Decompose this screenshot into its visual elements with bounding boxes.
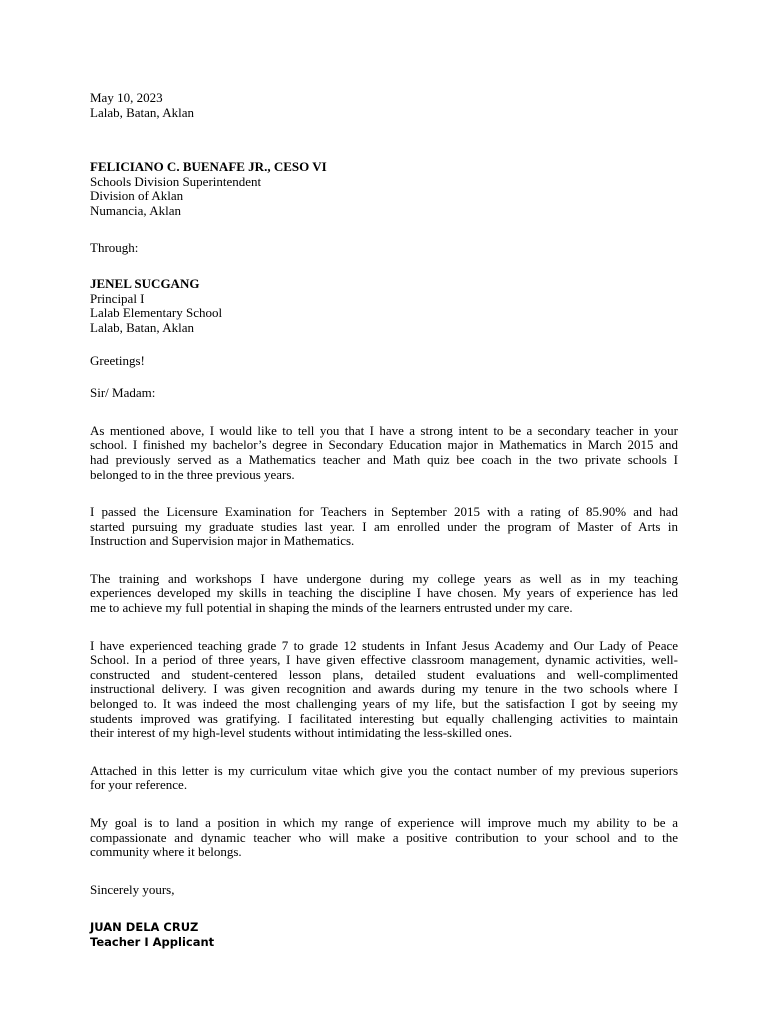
paragraph-line: I passed the Licensure Examination for Teachers in September 2015 with a rating of 85.90% and had: [90, 504, 678, 520]
paragraph-line: experiences developed my skills in teaching the discipline I have chosen. My years of experience has led: [90, 585, 678, 601]
through-title: Principal I: [90, 290, 145, 306]
body-paragraph-3: [90, 572, 678, 616]
paragraph-line: community where it belongs.: [90, 844, 242, 860]
paragraph-line: Instruction and Supervision major in Mathematics.: [90, 533, 355, 549]
paragraph-line: their interest of my high-level students without intimidating the less-skilled ones.: [90, 725, 513, 741]
recipient-block: [90, 160, 678, 218]
through-name: JENEL SUCGANG: [90, 276, 200, 292]
paragraph-line: I have experienced teaching grade 7 to grade 12 students in Infant Jesus Academy and Our Lady of Peace: [90, 637, 678, 653]
paragraph-line: compassionate and dynamic teacher who will make a positive contribution to your school and to the: [90, 829, 678, 845]
paragraph-line: My goal is to land a position in which my range of experience will improve much my ability to be a: [90, 815, 678, 830]
recipient-office: Division of Aklan: [90, 188, 184, 204]
signature-name: JUAN DELA CRUZ: [90, 920, 199, 935]
body-paragraph-6: [90, 816, 678, 860]
body-paragraph-4: [90, 639, 678, 741]
through-address: Lalab, Batan, Aklan: [90, 319, 194, 335]
paragraph-line: The training and workshops I have undergone during my college years as well as in my teaching: [90, 570, 678, 586]
closing: Sincerely yours,: [90, 881, 175, 897]
paragraph-line: me to achieve my full potential in shaping the minds of the learners entrusted under my care.: [90, 600, 573, 616]
through-office: Lalab Elementary School: [90, 305, 223, 321]
paragraph-line: School. In a period of three years, I have given effective classroom management, dynamic activities, well-: [90, 652, 678, 668]
recipient-name: FELICIANO C. BUENAFE JR., CESO VI: [90, 159, 327, 175]
greeting: Greetings!: [90, 352, 145, 368]
paragraph-line: As mentioned above, I would like to tell you that I have a strong intent to be a secondary teacher in your: [90, 422, 678, 438]
paragraph-line: belonged to. It was indeed the most challenging years of my life, but the satisfaction I got by seeing my: [90, 696, 678, 712]
through-label: Through:: [90, 239, 139, 255]
recipient-title: Schools Division Superintendent: [90, 173, 262, 189]
paragraph-line: had previously served as a Mathematics teacher and Math quiz bee coach in the two private schools I: [90, 451, 678, 467]
sender-place: Lalab, Batan, Aklan: [90, 104, 194, 120]
body-paragraph-2: [90, 505, 678, 549]
paragraph-line: Attached in this letter is my curriculum vitae which give you the contact number of my previous superiors: [90, 762, 678, 778]
paragraph-line: started pursuing my graduate studies last year. I am enrolled under the program of Master of Arts in: [90, 518, 678, 534]
salutation: Sir/ Madam:: [90, 385, 156, 401]
letter-page: [90, 91, 678, 950]
letter-header: [90, 91, 678, 120]
paragraph-line: constructed and student-centered lesson plans, detailed student evaluations and well-complimented: [90, 666, 678, 682]
paragraph-line: belonged to in the three previous years.: [90, 466, 295, 482]
through-block: [90, 241, 678, 336]
signature-block: [90, 920, 678, 950]
recipient-address: Numancia, Aklan: [90, 202, 181, 218]
paragraph-line: instructional delivery. I was given recognition and awards during my tenure in the two schools where I: [90, 681, 678, 697]
body-paragraph-1: [90, 424, 678, 482]
paragraph-line: school. I finished my bachelor’s degree in Secondary Education major in Mathematics in March 2015 and: [90, 437, 678, 453]
paragraph-line: for your reference.: [90, 777, 188, 793]
paragraph-line: students improved was gratifying. I facilitated interesting but equally challenging activities to maintain: [90, 710, 678, 726]
letter-date: May 10, 2023: [90, 90, 163, 105]
signature-title: Teacher I Applicant: [90, 935, 215, 950]
body-paragraph-5: [90, 764, 678, 793]
